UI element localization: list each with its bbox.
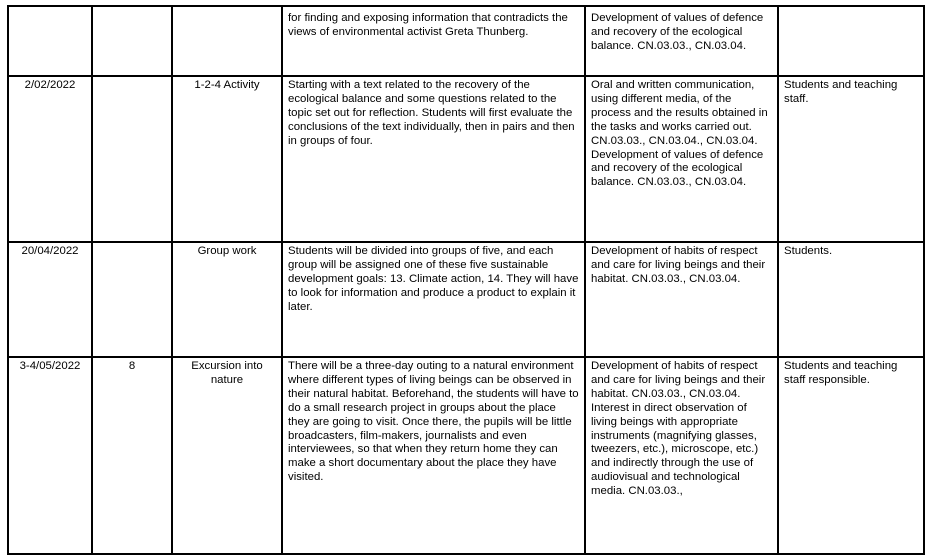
activity-schedule-table (7, 5, 925, 555)
responsible-cell (778, 6, 924, 76)
competence-text: Interest in direct observation of living beings with appropriate instruments (magnifying glasses, tweezers, etc.), microscope, etc.) and indirectly through the use of audiovisual and technological media. CN.03.03., (591, 401, 759, 498)
competence-text: Oral and written communication, using different media, of the process and the results obtained in the tasks and works carried out. CN.03.03., CN.03.04., CN.03.04. (591, 79, 768, 147)
date-cell (8, 6, 92, 76)
date-cell: 20/04/2022 (8, 242, 92, 357)
competences-cell (585, 76, 778, 242)
date-cell: 3-4/05/2022 (8, 357, 92, 554)
activity-type-cell: 1-2-4 Activity (172, 76, 282, 242)
hours-cell (92, 242, 172, 357)
description-cell: Starting with a text related to the recovery of the ecological balance and some questions related to the topic set out for reflection. Students will first evaluate the conclusions of the text individually, then in pairs and then in groups of four. (282, 76, 585, 242)
table-row (8, 242, 924, 357)
hours-cell (92, 6, 172, 76)
competence-text: Development of values of defence and recovery of the ecological balance. CN.03.03., CN.03.04. (591, 148, 764, 189)
competence-text: Development of values of defence and recovery of the ecological balance. CN.03.03., CN.03.04. (591, 12, 764, 52)
activity-type-cell (172, 6, 282, 76)
hours-cell: 8 (92, 357, 172, 554)
hours-cell (92, 76, 172, 242)
competence-text: Development of habits of respect and care for living beings and their habitat. CN.03.03., CN.03.04. (591, 245, 766, 285)
responsible-cell: Students. (778, 242, 924, 357)
table-row (8, 6, 924, 76)
activity-type-cell: Group work (172, 242, 282, 357)
activity-type-cell: Excursion into nature (172, 357, 282, 554)
responsible-cell: Students and teaching staff. (778, 76, 924, 242)
competences-cell (585, 357, 778, 554)
competences-cell (585, 242, 778, 357)
competence-text: Development of habits of respect and care for living beings and their habitat. CN.03.03., CN.03.04. (591, 360, 766, 400)
table-row (8, 357, 924, 554)
responsible-cell: Students and teaching staff responsible. (778, 357, 924, 554)
competences-cell (585, 6, 778, 76)
table-row (8, 76, 924, 242)
date-cell: 2/02/2022 (8, 76, 92, 242)
description-cell: for finding and exposing information that contradicts the views of environmental activist Greta Thunberg. (282, 6, 585, 76)
description-cell: There will be a three-day outing to a natural environment where different types of living beings can be observed in their natural habitat. Beforehand, the students will have to do a small research project in groups about the place they are going to visit. Once there, the pupils will be little broadcasters, film-makers, journalists and even interviewees, so that when they return home they can make a short documentary about the place they have visited. (282, 357, 585, 554)
description-cell: Students will be divided into groups of five, and each group will be assigned one of these five sustainable development goals: 13. Climate action, 14. They will have to look for information and produce a product to explain it later. (282, 242, 585, 357)
